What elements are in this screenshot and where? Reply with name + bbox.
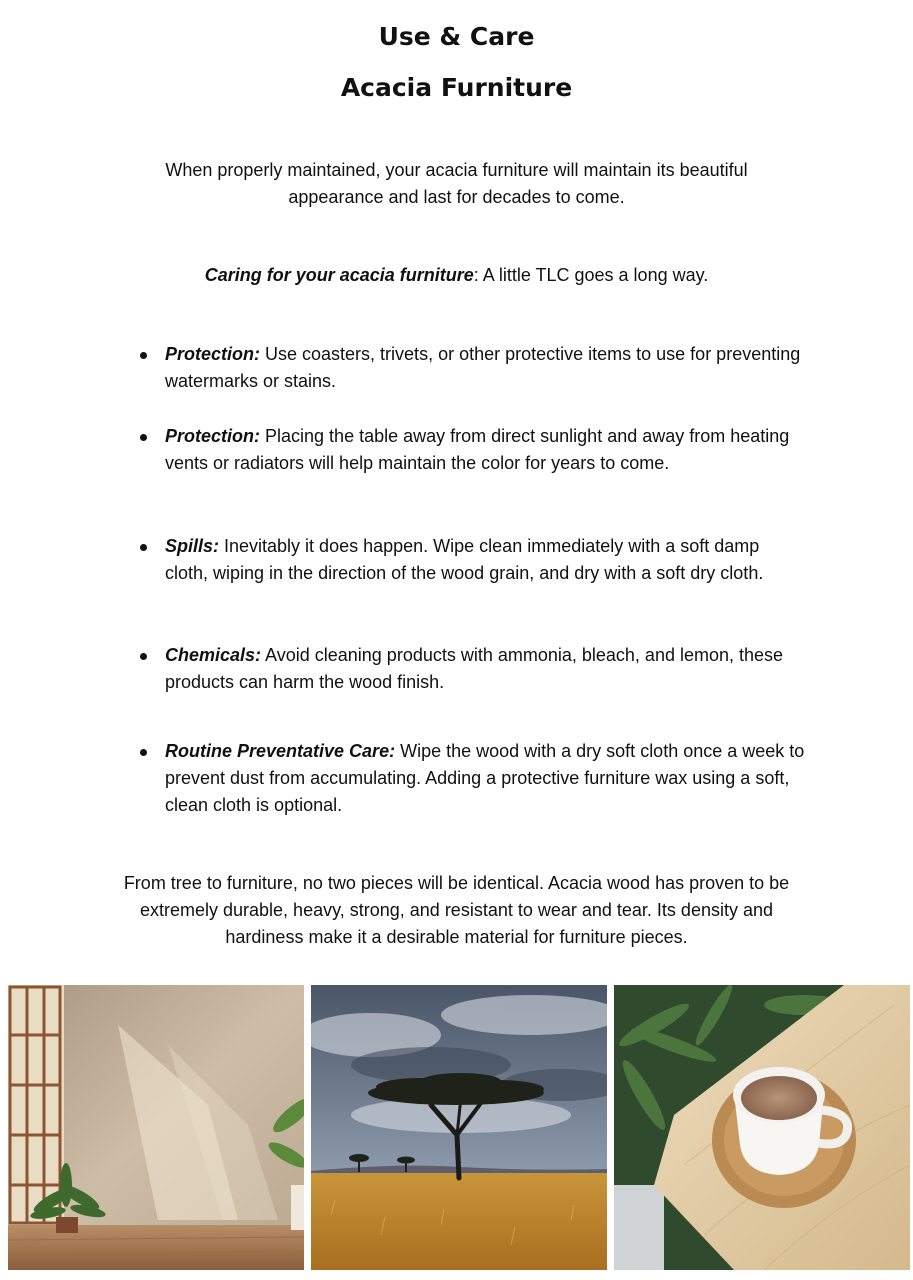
tip-text: Use coasters, trivets, or other protective items to use for preventing watermarks or stains. [165,344,801,391]
tip-label: Chemicals: [165,645,262,665]
tip-protection-coasters [165,341,805,395]
title-acacia-furniture: Acacia Furniture [340,73,573,102]
tip-label: Protection: [165,426,261,446]
tip-text: Wipe the wood with a dry soft cloth once a week to prevent dust from accumulating. Adding a protective furniture wax using a soft, clean cloth is optional. [165,741,805,815]
title-use-care: Use & Care [378,22,535,51]
tip-chemicals [165,642,805,696]
photo-acacia-savanna [311,985,607,1270]
photo-coffee-cup-table [614,985,910,1270]
tip-protection-sunlight [165,423,805,477]
closing-paragraph: From tree to furniture, no two pieces will be identical. Acacia wood has proven to be extremely durable, heavy, strong, and resistant to wear and tear. Its density and hardiness make it a desirable material for furniture pieces. [123,873,790,947]
photo-sunlit-room [8,985,304,1270]
caring-label: Caring for your acacia furniture [204,265,474,285]
caring-line [100,262,813,289]
tip-text: Avoid cleaning products with ammonia, bleach, and lemon, these products can harm the wood finish. [165,645,784,692]
tip-label: Protection: [165,344,261,364]
caring-text: : A little TLC goes a long way. [473,265,709,285]
tip-text: Placing the table away from direct sunlight and away from heating vents or radiators will help maintain the color for years to come. [165,426,790,473]
intro-paragraph: When properly maintained, your acacia furniture will maintain its beautiful appearance and last for decades to come. [165,160,748,207]
tip-label: Spills: [165,536,220,556]
tip-spills [165,533,805,587]
tip-text: Inevitably it does happen. Wipe clean immediately with a soft damp cloth, wiping in the direction of the wood grain, and dry with a soft dry cloth. [165,536,764,583]
tip-routine-care [165,738,805,819]
tip-label: Routine Preventative Care: [165,741,396,761]
